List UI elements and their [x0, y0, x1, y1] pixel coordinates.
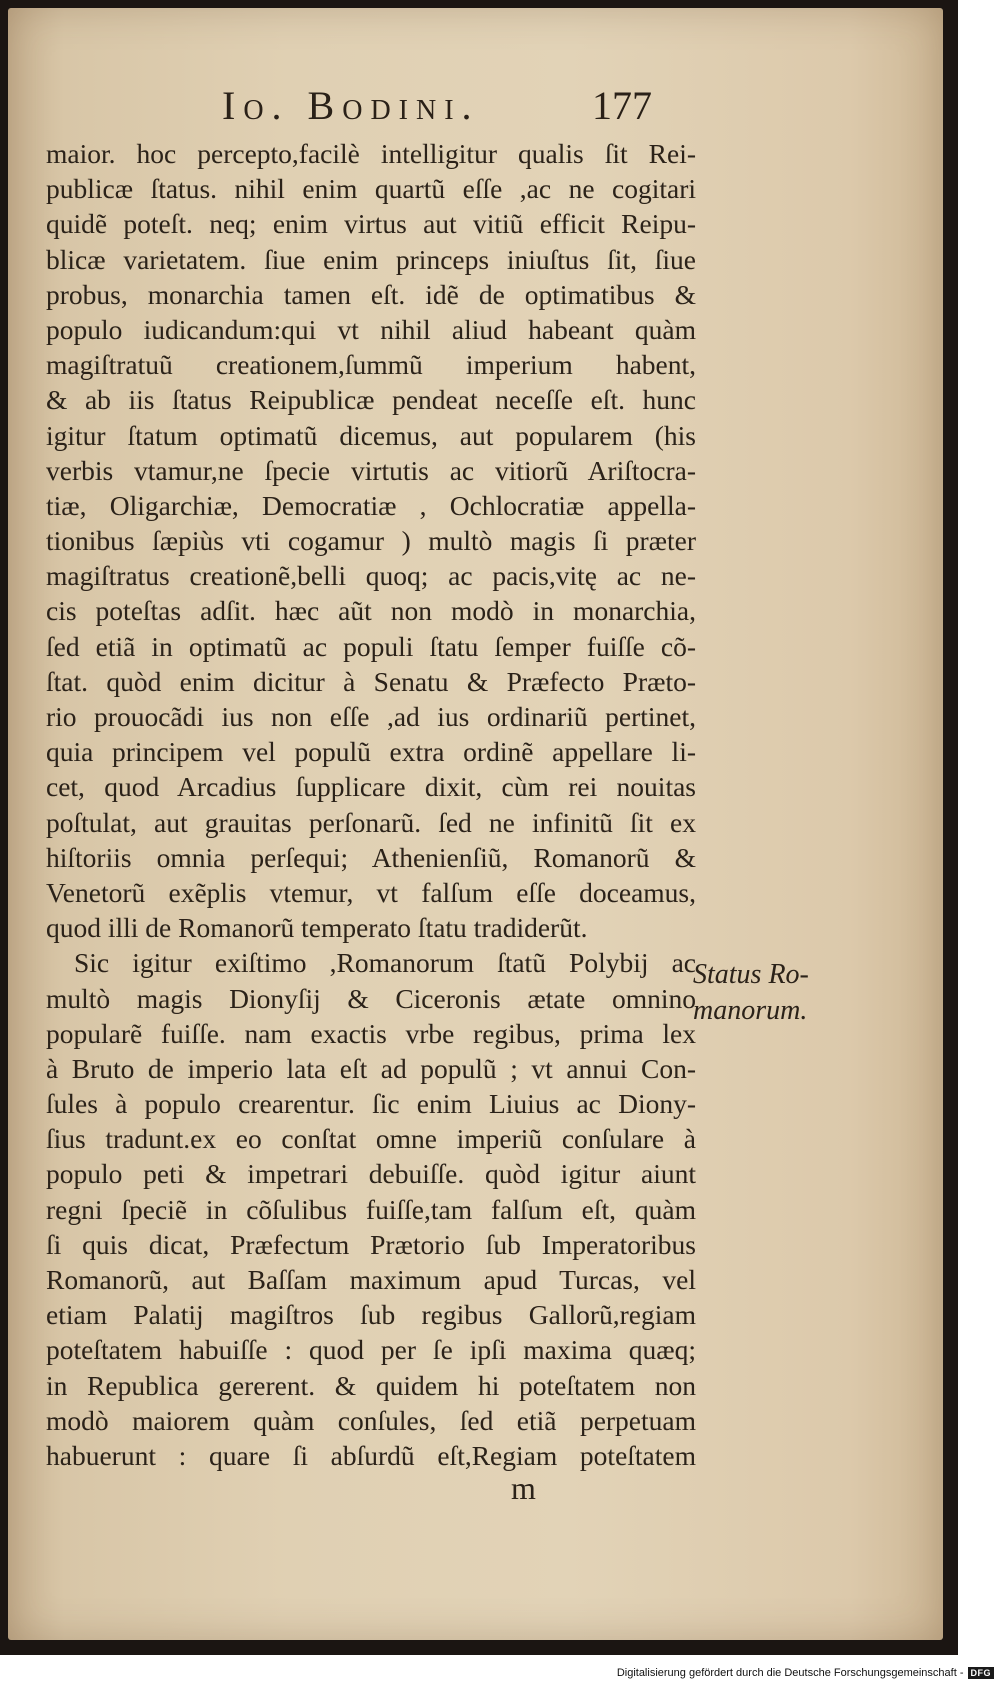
text-line: maior. hoc percepto,facilè intelligitur qualis ſit Rei-: [46, 138, 696, 169]
text-line: cet, quod Arcadius ſupplicare dixit, cùm rei nouitas: [46, 771, 696, 803]
text-line: blicæ varietatem. ſiue enim princeps iniuſtus ſit, ſiue: [46, 243, 696, 275]
text-line: Sic igitur exiſtimo ,Romanorum ſtatũ Polybij ac: [74, 947, 696, 979]
text-line: tiæ, Oligarchiæ, Democratiæ , Ochlocratiæ appella-: [46, 489, 696, 521]
dfg-logo: DFG: [968, 1667, 995, 1679]
text-line: populo iudicandum:qui vt nihil aliud habeant quàm: [46, 313, 696, 345]
text-line: quia principem vel populũ extra ordinẽ appellare li-: [46, 736, 696, 768]
running-title: Io. Bodini.: [222, 83, 480, 128]
text-line: ſed etiã in optimatũ ac populi ſtatu ſemper fuiſſe cõ-: [46, 630, 696, 662]
text-line: probus, monarchia tamen eſt. idẽ de optimatibus &: [46, 278, 696, 310]
text-line: ſtat. quòd enim dicitur à Senatu & Præfecto Præto-: [46, 665, 696, 697]
marginal-note: [693, 957, 893, 1029]
marginal-note-line: Status Ro-: [693, 959, 809, 990]
text-line: igitur ſtatum optimatũ dicemus, aut popularem (his: [46, 419, 696, 451]
text-line: magiſtratuũ creationem,ſummũ imperium habent,: [46, 349, 696, 381]
text-line: modò maiorem quàm conſules, ſed etiã perpetuam: [46, 1404, 696, 1436]
text-line: in Republica gererent. & quidem hi poteſtatem non: [46, 1369, 696, 1401]
text-line: Venetorũ exẽplis vtemur, vt falſum eſſe doceamus,: [46, 876, 696, 908]
text-line: magiſtratus creationẽ,belli quoq; ac pacis,vitę ac ne-: [46, 560, 696, 592]
text-line: ſius tradunt.ex eo conſtat omne imperiũ conſulare à: [46, 1123, 696, 1155]
text-line: habuerunt : quare ſi abſurdũ eſt,Regiam poteſtatem: [46, 1439, 696, 1471]
footer-credit-text: Digitalisierung gefördert durch die Deutsche Forschungsgemeinschaft -: [616, 1667, 964, 1679]
running-head: [222, 82, 652, 128]
book-page: [8, 8, 943, 1640]
text-line: quidẽ poteſt. neq; enim virtus aut vitiũ efficit Reipu-: [46, 208, 696, 240]
footer-credit: [617, 1667, 994, 1679]
text-line: ſules à populo crearentur. ſic enim Liuius ac Diony-: [46, 1088, 696, 1120]
text-line: cis poteſtas adſit. hæc aũt non modò in monarchia,: [46, 595, 696, 627]
marginal-note-line: manorum.: [693, 995, 808, 1026]
text-line: poteſtatem habuiſſe : quod per ſe ipſi maxima quæq;: [46, 1334, 696, 1366]
text-line: popularẽ fuiſſe. nam exactis vrbe regibus, prima lex: [46, 1017, 696, 1049]
body-text: [46, 136, 696, 1473]
text-line: populo peti & impetrari debuiſſe. quòd igitur aiunt: [46, 1158, 696, 1190]
text-line: Romanorũ, aut Baſſam maximum apud Turcas, vel: [46, 1264, 696, 1295]
text-line: rio prouocãdi ius non eſſe ,ad ius ordinariũ pertinet,: [46, 701, 696, 732]
text-line: à Bruto de imperio lata eſt ad populũ ; vt annui Con-: [46, 1052, 696, 1084]
text-line: tionibus ſæpiùs vti cogamur ) multò magis ſi præter: [46, 525, 696, 557]
page-number: 177: [592, 83, 652, 128]
text-line: & ab iis ſtatus Reipublicæ pendeat neceſſe eſt. hunc: [46, 384, 696, 416]
text-line: quod illi de Romanorũ temperato ſtatu tradiderũt.: [46, 912, 588, 944]
text-line: hiſtoriis omnia perſequi; Athenienſiũ, Romanorũ &: [46, 841, 696, 873]
text-line: ſi quis dicat, Præfectum Prætorio ſub Imperatoribus: [46, 1228, 696, 1260]
text-line: publicæ ſtatus. nihil enim quartũ eſſe ,ac ne cogitari: [46, 173, 696, 205]
text-line: etiam Palatij magiſtros ſub regibus Gallorũ,regiam: [46, 1299, 696, 1331]
text-line: verbis vtamur,ne ſpecie virtutis ac vitiorũ Ariſtocra-: [46, 454, 696, 486]
text-line: poſtulat, aut grauitas perſonarũ. ſed ne infinitũ ſit ex: [46, 806, 696, 838]
text-line: regni ſpeciẽ in cõſulibus fuiſſe,tam falſum eſt, quàm: [46, 1193, 696, 1225]
text-line: multò magis Dionyſij & Ciceronis ætate omnino: [46, 982, 696, 1014]
signature-mark: m: [511, 1470, 536, 1506]
